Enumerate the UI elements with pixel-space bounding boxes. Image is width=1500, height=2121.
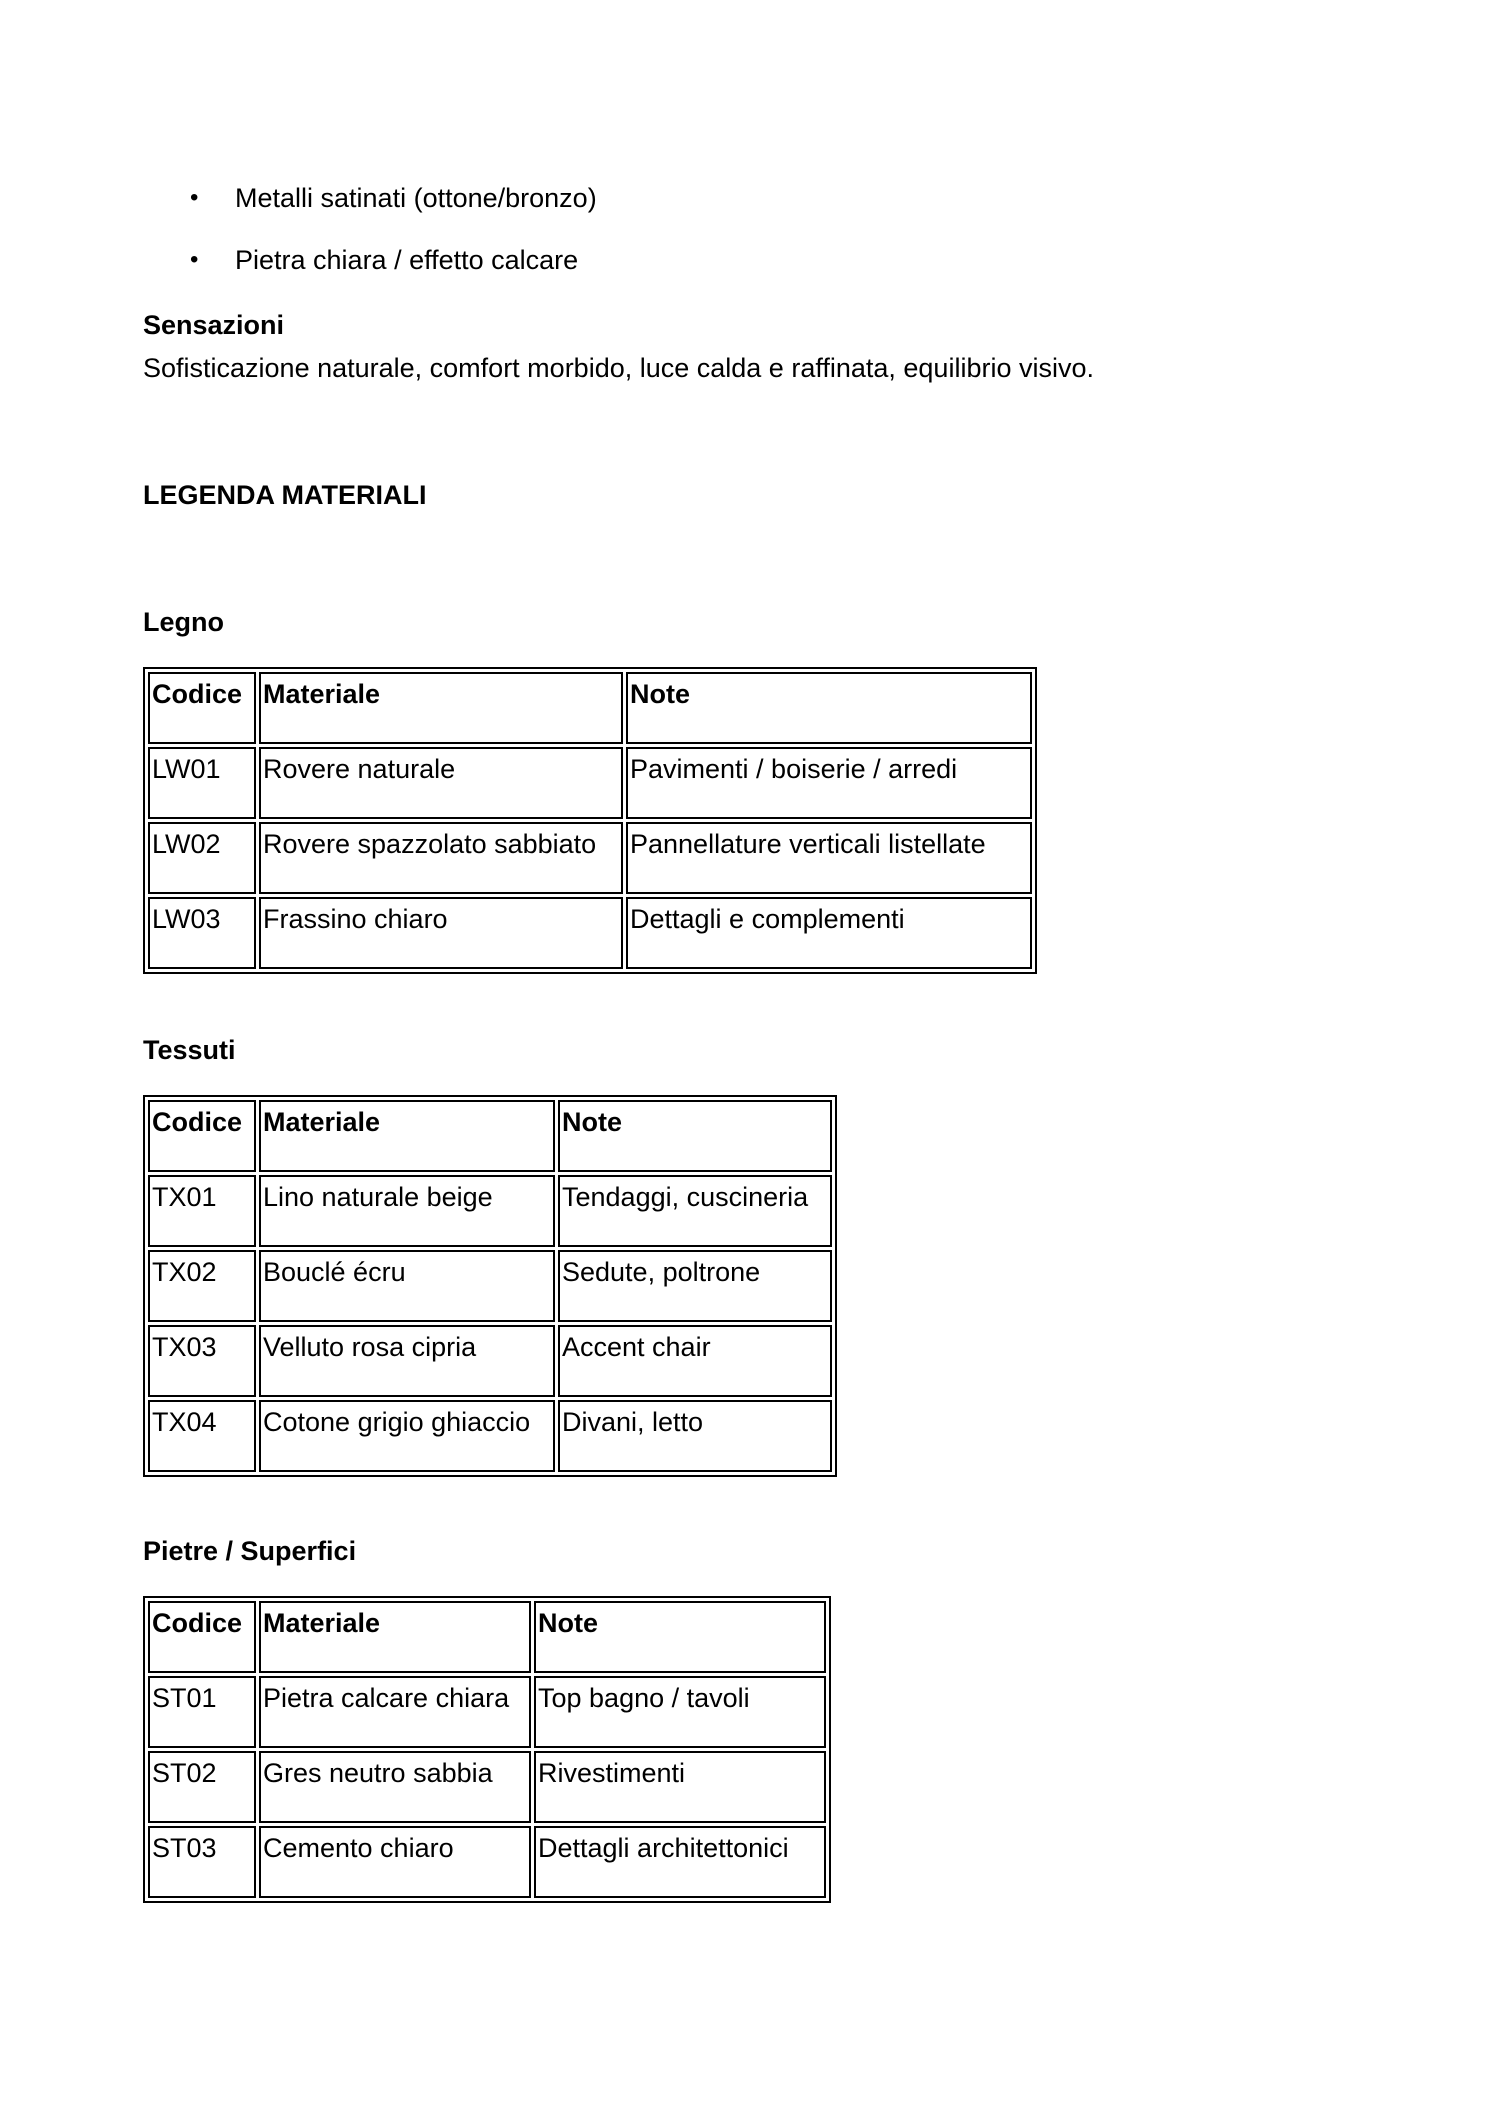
cell-code: TX04 [148, 1400, 256, 1472]
bullet-icon: • [190, 184, 199, 211]
legenda-title: LEGENDA MATERIALI [143, 480, 427, 510]
cell-note: Accent chair [558, 1325, 832, 1397]
header-cell: Materiale [259, 1601, 531, 1673]
cell-code: LW03 [148, 897, 256, 969]
cell-material: Lino naturale beige [259, 1175, 555, 1247]
bullet-icon: • [190, 246, 199, 273]
cell-code: TX02 [148, 1250, 256, 1322]
cell-material: Cemento chiaro [259, 1826, 531, 1898]
cell-material: Rovere spazzolato sabbiato [259, 822, 623, 894]
table-header-row [148, 1601, 826, 1673]
header-cell: Codice [148, 672, 256, 744]
cell-note: Rivestimenti [534, 1751, 826, 1823]
table-row [148, 1325, 832, 1397]
list-item-text: Metalli satinati (ottone/bronzo) [235, 183, 597, 213]
section-heading-tessuti: Tessuti [143, 1035, 236, 1065]
cell-note: Dettagli e complementi [626, 897, 1032, 969]
cell-note: Tendaggi, cuscineria [558, 1175, 832, 1247]
cell-material: Bouclé écru [259, 1250, 555, 1322]
cell-note: Pannellature verticali listellate [626, 822, 1032, 894]
table-row [148, 822, 1032, 894]
section-heading-legno: Legno [143, 607, 224, 637]
cell-material: Cotone grigio ghiaccio [259, 1400, 555, 1472]
section-heading-pietre: Pietre / Superfici [143, 1536, 357, 1566]
cell-note: Sedute, poltrone [558, 1250, 832, 1322]
table-pietre [143, 1596, 831, 1903]
sensazioni-heading: Sensazioni [143, 310, 285, 340]
table-legno [143, 667, 1037, 974]
cell-note: Top bagno / tavoli [534, 1676, 826, 1748]
table-header-row [148, 672, 1032, 744]
table-row [148, 1250, 832, 1322]
cell-material: Rovere naturale [259, 747, 623, 819]
table-row [148, 1400, 832, 1472]
table-row [148, 1826, 826, 1898]
header-cell: Note [534, 1601, 826, 1673]
table-row [148, 1676, 826, 1748]
table-tessuti [143, 1095, 837, 1477]
header-cell: Materiale [259, 1100, 555, 1172]
cell-code: LW01 [148, 747, 256, 819]
table-header-row [148, 1100, 832, 1172]
header-cell: Note [558, 1100, 832, 1172]
cell-code: ST01 [148, 1676, 256, 1748]
cell-note: Dettagli architettonici [534, 1826, 826, 1898]
cell-material: Gres neutro sabbia [259, 1751, 531, 1823]
cell-code: ST03 [148, 1826, 256, 1898]
header-cell: Materiale [259, 672, 623, 744]
cell-material: Velluto rosa cipria [259, 1325, 555, 1397]
cell-code: TX01 [148, 1175, 256, 1247]
cell-code: LW02 [148, 822, 256, 894]
cell-material: Frassino chiaro [259, 897, 623, 969]
cell-code: TX03 [148, 1325, 256, 1397]
table-row [148, 747, 1032, 819]
header-cell: Codice [148, 1601, 256, 1673]
cell-code: ST02 [148, 1751, 256, 1823]
cell-note: Pavimenti / boiserie / arredi [626, 747, 1032, 819]
sensazioni-text: Sofisticazione naturale, comfort morbido, luce calda e raffinata, equilibrio visivo. [143, 353, 1094, 383]
list-item-text: Pietra chiara / effetto calcare [235, 245, 579, 275]
header-cell: Note [626, 672, 1032, 744]
table-row [148, 1175, 832, 1247]
table-row [148, 1751, 826, 1823]
header-cell: Codice [148, 1100, 256, 1172]
cell-note: Divani, letto [558, 1400, 832, 1472]
cell-material: Pietra calcare chiara [259, 1676, 531, 1748]
table-row [148, 897, 1032, 969]
